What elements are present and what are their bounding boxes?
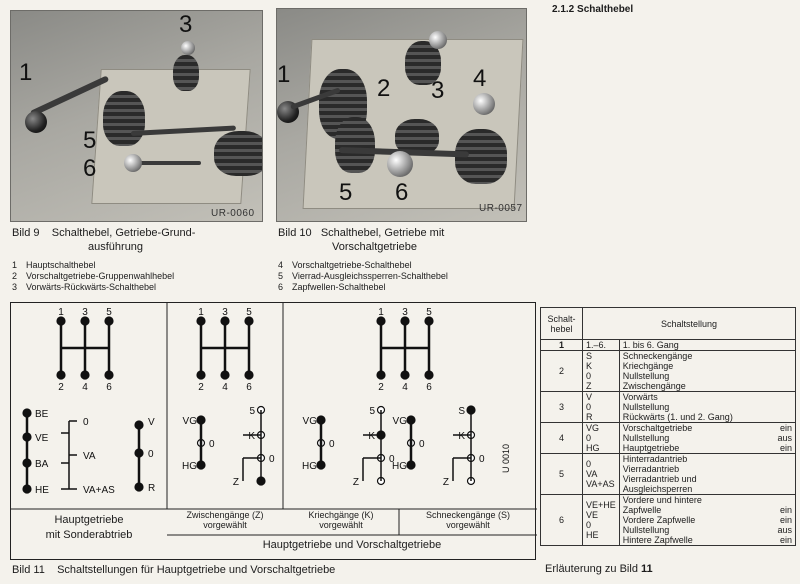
photo2-label-5: 5 [339,179,353,206]
position-label: VA+AS [83,485,115,496]
gear-label: 3 [82,307,88,318]
gear-position-marker [245,371,253,379]
position-code: VE [586,510,599,520]
photo1-label-5: 5 [83,127,97,154]
position-label: HG [182,461,197,472]
table-cell-codes [583,495,620,546]
position-code: VE+HE [586,500,616,510]
fig9-caption [12,226,274,254]
table-caption [545,563,653,575]
fig10-caption [278,226,540,254]
position-label: HE [35,485,49,496]
position-label: VE [35,433,49,444]
diagram-label-s: Schneckengänge (S) vorgewählt [425,510,511,530]
gear-position-marker [81,317,89,325]
table-row [541,351,796,392]
gear-label: 3 [222,307,228,318]
table-row [541,423,796,454]
photo1-label-6: 6 [83,155,97,182]
diagram-label-k: Kriechgänge (K) vorgewählt [308,510,374,530]
position-label: 0 [83,417,89,428]
table-cell-lever: 5 [541,454,583,495]
description-line: Ausgleichsperren [622,484,693,494]
position-label: Z [442,477,449,488]
gear-position-marker [425,317,433,325]
table-head-lever: Schalt- hebel [541,308,583,340]
position-code: V [586,392,593,402]
gear-label: 4 [222,382,228,393]
position-code: R [586,412,593,422]
gear-label: 4 [82,382,88,393]
position-label: VG [302,416,317,427]
description-line: Rückwärts (1. und 2. Gang) [622,412,733,422]
description-line: Vordere und hintere [622,495,702,505]
photo1-label-1: 1 [19,59,33,86]
gear-position-marker [245,317,253,325]
fig10-legend-item: 4 Vorschaltgetriebe-Schalthebel [278,260,412,270]
fig9-legend-item: 1 Hauptschalthebel [12,260,96,270]
table-cell-lever: 1 [541,340,583,351]
table-cell-codes [583,454,620,495]
position-code: Z [586,381,592,391]
table-cell-codes [583,392,620,423]
gear-position-marker [197,317,205,325]
position-label: 0 [329,439,335,450]
table-cell-codes [583,423,620,454]
position-label: Z [232,477,239,488]
position-label: K [248,431,255,442]
fig9-legend [12,260,272,293]
table-head-position: Schaltstellung [583,308,796,340]
photo2-label-3: 3 [431,77,445,104]
description-line: Schneckengänge [622,351,693,361]
position-label: 0 [479,454,485,465]
position-code: 0 [586,520,592,530]
position-label: K [368,431,375,442]
table-cell-description [619,495,795,546]
fig9-legend-item: 3 Vorwärts-Rückwärts-Schalthebel [12,282,157,292]
description-line: Hintere Zapfwelle ein [622,535,792,545]
fig10-legend-item: 6 Zapfwellen-Schalthebel [278,282,386,292]
shift-diagram [10,302,536,560]
position-label: BA [35,459,49,470]
gear-position-marker [221,317,229,325]
position-code: VG [586,423,600,433]
gear-label: 1 [58,307,64,318]
description-line: Zwischengänge [622,381,686,391]
gear-position-marker [57,317,65,325]
position-code: K [586,361,593,371]
gear-label: 2 [198,382,204,393]
lever-table [540,307,796,546]
gear-label: 5 [426,307,432,318]
diagram-label-bottom: Hauptgetriebe und Vorschaltgetriebe [262,539,442,551]
table-cell-description [619,423,795,454]
table-cell-description [619,454,795,495]
fig10-caption-text: Schalthebel, Getriebe mit [320,227,445,239]
position-label: S [458,406,465,417]
description-line: Vordere Zapfwelle ein [622,515,792,525]
table-row [541,495,796,546]
position-label: 5 [249,406,255,417]
gear-position-marker [105,371,113,379]
photo2-label-6: 6 [395,179,409,206]
photo-fig9 [10,10,263,222]
position-label: 0 [269,454,275,465]
table-cell-description [619,392,795,423]
description-line: Zapfwelle ein [622,505,792,515]
gear-label: 3 [402,307,408,318]
position-label: Z [352,477,359,488]
gear-position-marker [105,317,113,325]
section-title: 2.1.2 Schalthebel [552,4,634,15]
table-caption-num: 11 [641,563,653,575]
position-label: HG [302,461,317,472]
fig11-caption-num: Bild 11 [12,564,45,576]
fig9-caption-num: Bild 9 [12,227,40,239]
position-label: 0 [209,439,215,450]
gear-position-marker [57,371,65,379]
gear-position-marker [425,371,433,379]
position-code: S [586,351,593,361]
position-label: 0 [148,449,154,460]
photo1-code: UR-0060 [211,208,255,219]
position-label: 0 [419,439,425,450]
table-row [541,392,796,423]
position-label: VG [182,416,197,427]
gear-label: 6 [246,382,252,393]
position-label: R [148,483,156,494]
table-cell-lever: 2 [541,351,583,392]
table-cell-lever: 3 [541,392,583,423]
gear-label: 5 [106,307,112,318]
gear-label: 1 [198,307,204,318]
fig10-legend-item: 5 Vierrad-Ausgleichssperren-Schalthebel [278,271,448,281]
gear-position-marker [197,371,205,379]
diagram-label-z: Zwischengänge (Z) vorgewählt [186,510,264,530]
table-cell-description [619,340,795,351]
gear-position-marker [401,317,409,325]
position-code: 0 [586,371,592,381]
diagram-code: U 0010 [501,443,511,473]
gear-label: 5 [246,307,252,318]
gear-position-marker [81,371,89,379]
position-label: VG [392,416,407,427]
position-code: HE [586,530,599,540]
gear-label: 4 [402,382,408,393]
position-code: VA [586,469,598,479]
fig10-caption-text2: Vorschaltgetriebe [332,241,417,253]
position-label: VA [83,451,96,462]
fig9-legend-item: 2 Vorschaltgetriebe-Gruppenwahlhebel [12,271,175,281]
position-code: 0 [586,459,592,469]
description-line: Nullstellung aus [622,433,792,443]
position-code: HG [586,443,600,453]
position-label: V [148,417,155,428]
gear-position-marker [401,371,409,379]
description-line: Vierradantrieb und [622,474,697,484]
gear-label: 6 [106,382,112,393]
description-line: Vorschaltgetriebe ein [622,423,792,433]
gear-label: 2 [58,382,64,393]
position-label: 0 [389,454,395,465]
gear-position-marker [377,317,385,325]
table-row [541,454,796,495]
description-line: Kriechgänge [622,361,674,371]
description-line: Hauptgetriebe ein [622,443,792,453]
photo2-label-1: 1 [277,61,291,88]
table-cell-codes [583,351,620,392]
table-row [541,340,796,351]
fig11-caption-text: Schaltstellungen für Hauptgetriebe und Vorschaltgetriebe [57,564,336,576]
table-cell-lever: 4 [541,423,583,454]
position-label: 5 [369,406,375,417]
diagram-label-main: Hauptgetriebe mit Sonderabtrieb [45,514,133,541]
position-code: 0 [586,433,592,443]
photo1-label-3: 3 [179,11,193,38]
description-line: Nullstellung [622,402,670,412]
photo2-label-2: 2 [377,75,391,102]
fig9-caption-text2: ausführung [88,241,144,253]
table-cell-codes [583,340,620,351]
description-line: Nullstellung aus [622,525,792,535]
fig10-legend [278,260,538,293]
gear-label: 1 [378,307,384,318]
position-code: VA+AS [586,479,615,489]
photo2-code: UR-0057 [479,203,523,214]
fig10-caption-num: Bild 10 [278,227,312,239]
table-cell-description [619,351,795,392]
position-label: K [458,431,465,442]
position-label: HG [392,461,407,472]
description-line: 1. bis 6. Gang [622,340,679,350]
position-label: BE [35,409,49,420]
description-line: Vierradantrieb [622,464,680,474]
description-line: Vorwärts [622,392,658,402]
table-caption-text: Erläuterung zu Bild [545,563,638,575]
description-line: Hinterradantrieb [622,454,688,464]
position-code: 1.–6. [586,340,607,350]
photo-fig10 [276,8,527,222]
table-cell-lever: 6 [541,495,583,546]
position-code: 0 [586,402,592,412]
fig11-caption [12,563,532,577]
gear-position-marker [221,371,229,379]
photo2-label-4: 4 [473,65,487,92]
gear-position-marker [377,371,385,379]
gear-label: 2 [378,382,384,393]
fig9-caption-text: Schalthebel, Getriebe-Grund- [51,227,196,239]
description-line: Nullstellung [622,371,670,381]
gear-label: 6 [426,382,432,393]
